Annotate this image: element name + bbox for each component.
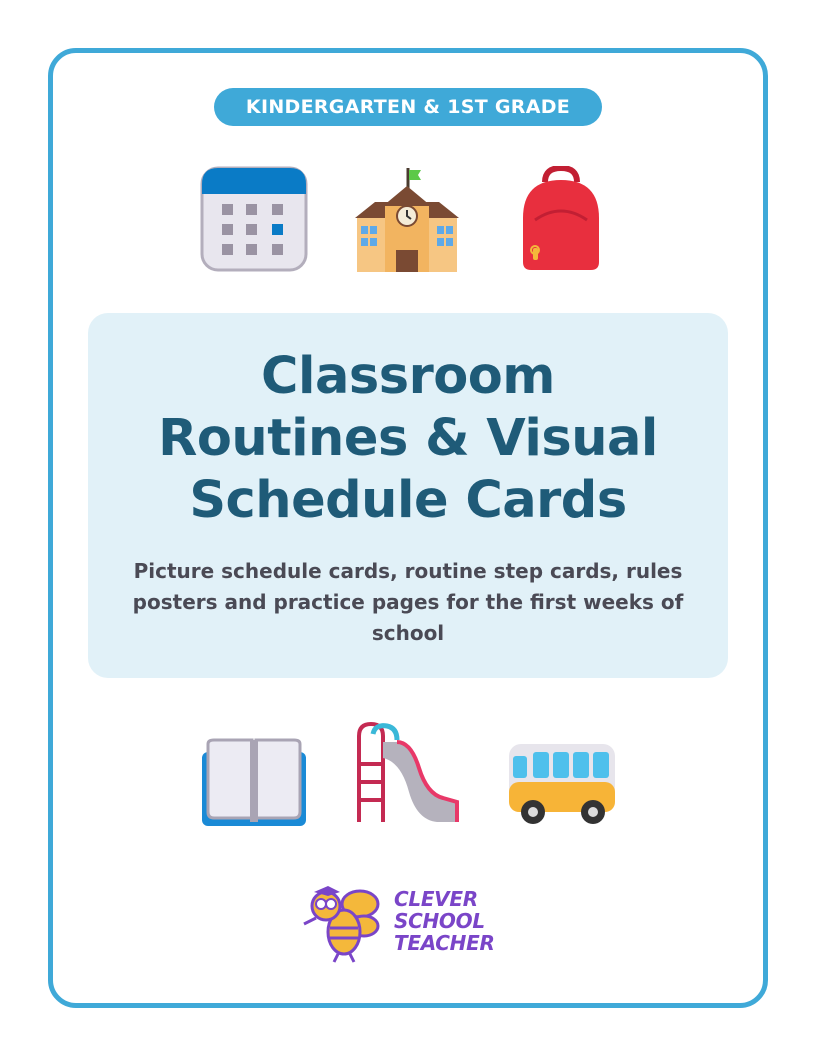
school-icon bbox=[353, 166, 461, 272]
logo-line: TEACHER bbox=[394, 931, 495, 955]
bus-icon bbox=[507, 742, 617, 828]
logo-line: SCHOOL bbox=[394, 909, 485, 933]
backpack-icon bbox=[515, 166, 607, 272]
calendar-icon bbox=[200, 166, 308, 272]
title-line: Classroom bbox=[261, 347, 555, 406]
brand-logo-text bbox=[394, 888, 495, 954]
title-line: Routines & Visual bbox=[158, 409, 658, 468]
slide-icon bbox=[353, 722, 461, 824]
grade-badge: KINDERGARTEN & 1ST GRADE bbox=[214, 88, 602, 126]
title-line: Schedule Cards bbox=[189, 471, 627, 530]
bee-mascot-logo bbox=[300, 884, 384, 964]
subtitle: Picture schedule cards, routine step cards, rules posters and practice pages for the first weeks of school bbox=[132, 559, 684, 645]
page-title bbox=[88, 346, 728, 532]
logo-line: CLEVER bbox=[394, 887, 478, 911]
book-icon bbox=[200, 738, 308, 828]
